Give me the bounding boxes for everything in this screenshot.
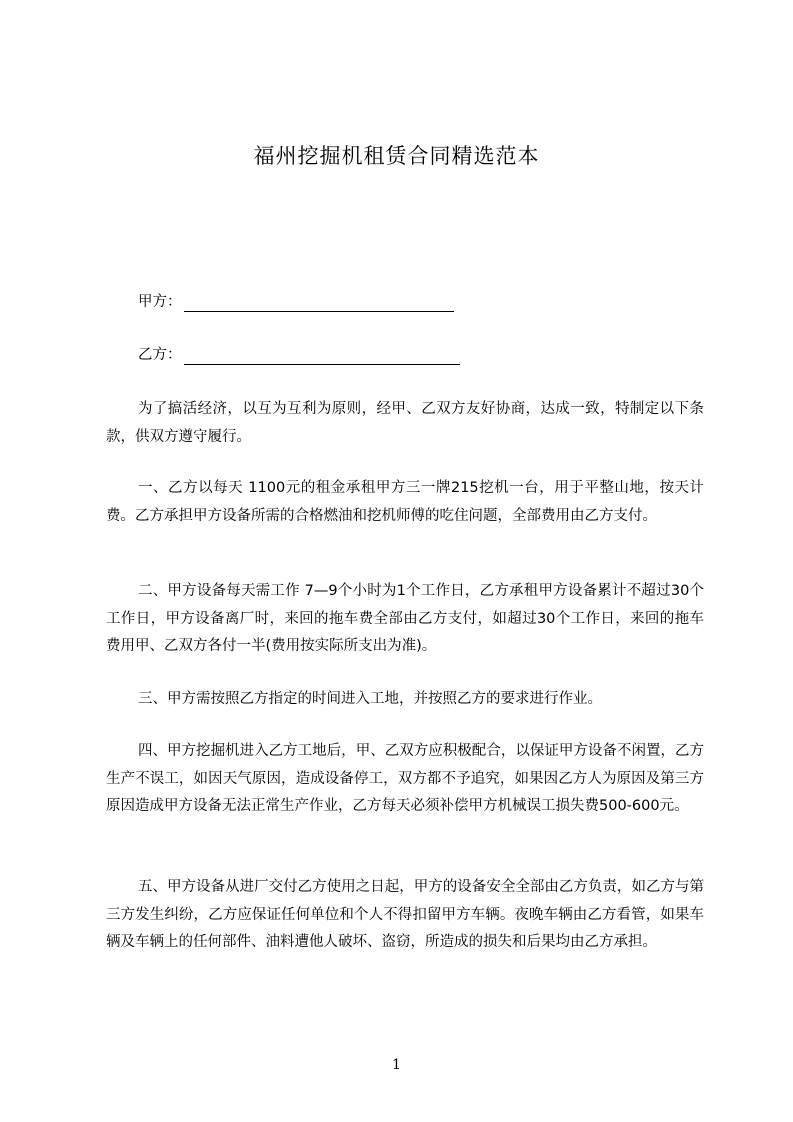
- paragraph-clause-1: 一、乙方以每天 1100元的租金承租甲方三一牌215挖机一台，用于平整山地，按天计费。乙方承担甲方设备所需的合格燃油和挖机师傅的吃住问题，全部费用由乙方支付。: [106, 480, 704, 524]
- paragraph-clause-3: 三、甲方需按照乙方指定的时间进入工地，并按照乙方的要求进行作业。: [138, 691, 602, 707]
- paragraph-clause-2: 二、甲方设备每天需工作 7—9个小时为1个工作日，乙方承租甲方设备累计不超过30个工作日，甲方设备离厂时，来回的拖车费全部由乙方支付，如超过30个工作日，来回的拖车费用甲、乙双方各付一半(费用按实际所支出为准)。: [106, 583, 704, 655]
- party-a-blank: [184, 295, 454, 312]
- page-number: 1: [392, 1057, 401, 1073]
- party-b-label: 乙方：: [138, 347, 182, 363]
- party-a-label: 甲方：: [138, 294, 182, 310]
- party-a-line: [138, 292, 454, 312]
- paragraph-preamble: 为了搞活经济，以互为互利为原则，经甲、乙双方友好协商，达成一致，特制定以下条款，供双方遵守履行。: [106, 401, 704, 445]
- party-b-blank: [184, 348, 460, 365]
- paragraph-clause-4: 四、甲方挖掘机进入乙方工地后，甲、乙双方应积极配合，以保证甲方设备不闲置，乙方生产不误工，如因天气原因，造成设备停工，双方都不予追究，如果因乙方人为原因及第三方原因造成甲方设备无法正常生产作业，乙方每天必须补偿甲方机械误工损失费500-600元。: [106, 743, 704, 815]
- document-title: 福州挖掘机租赁合同精选范本: [253, 144, 540, 168]
- party-b-line: [138, 345, 460, 365]
- paragraph-clause-5: 五、甲方设备从进厂交付乙方使用之日起，甲方的设备安全全部由乙方负责，如乙方与第三方发生纠纷，乙方应保证任何单位和个人不得扣留甲方车辆。夜晚车辆由乙方看管，如果车辆及车辆上的任何部件、油料遭他人破坏、盗窃，所造成的损失和后果均由乙方承担。: [106, 879, 704, 951]
